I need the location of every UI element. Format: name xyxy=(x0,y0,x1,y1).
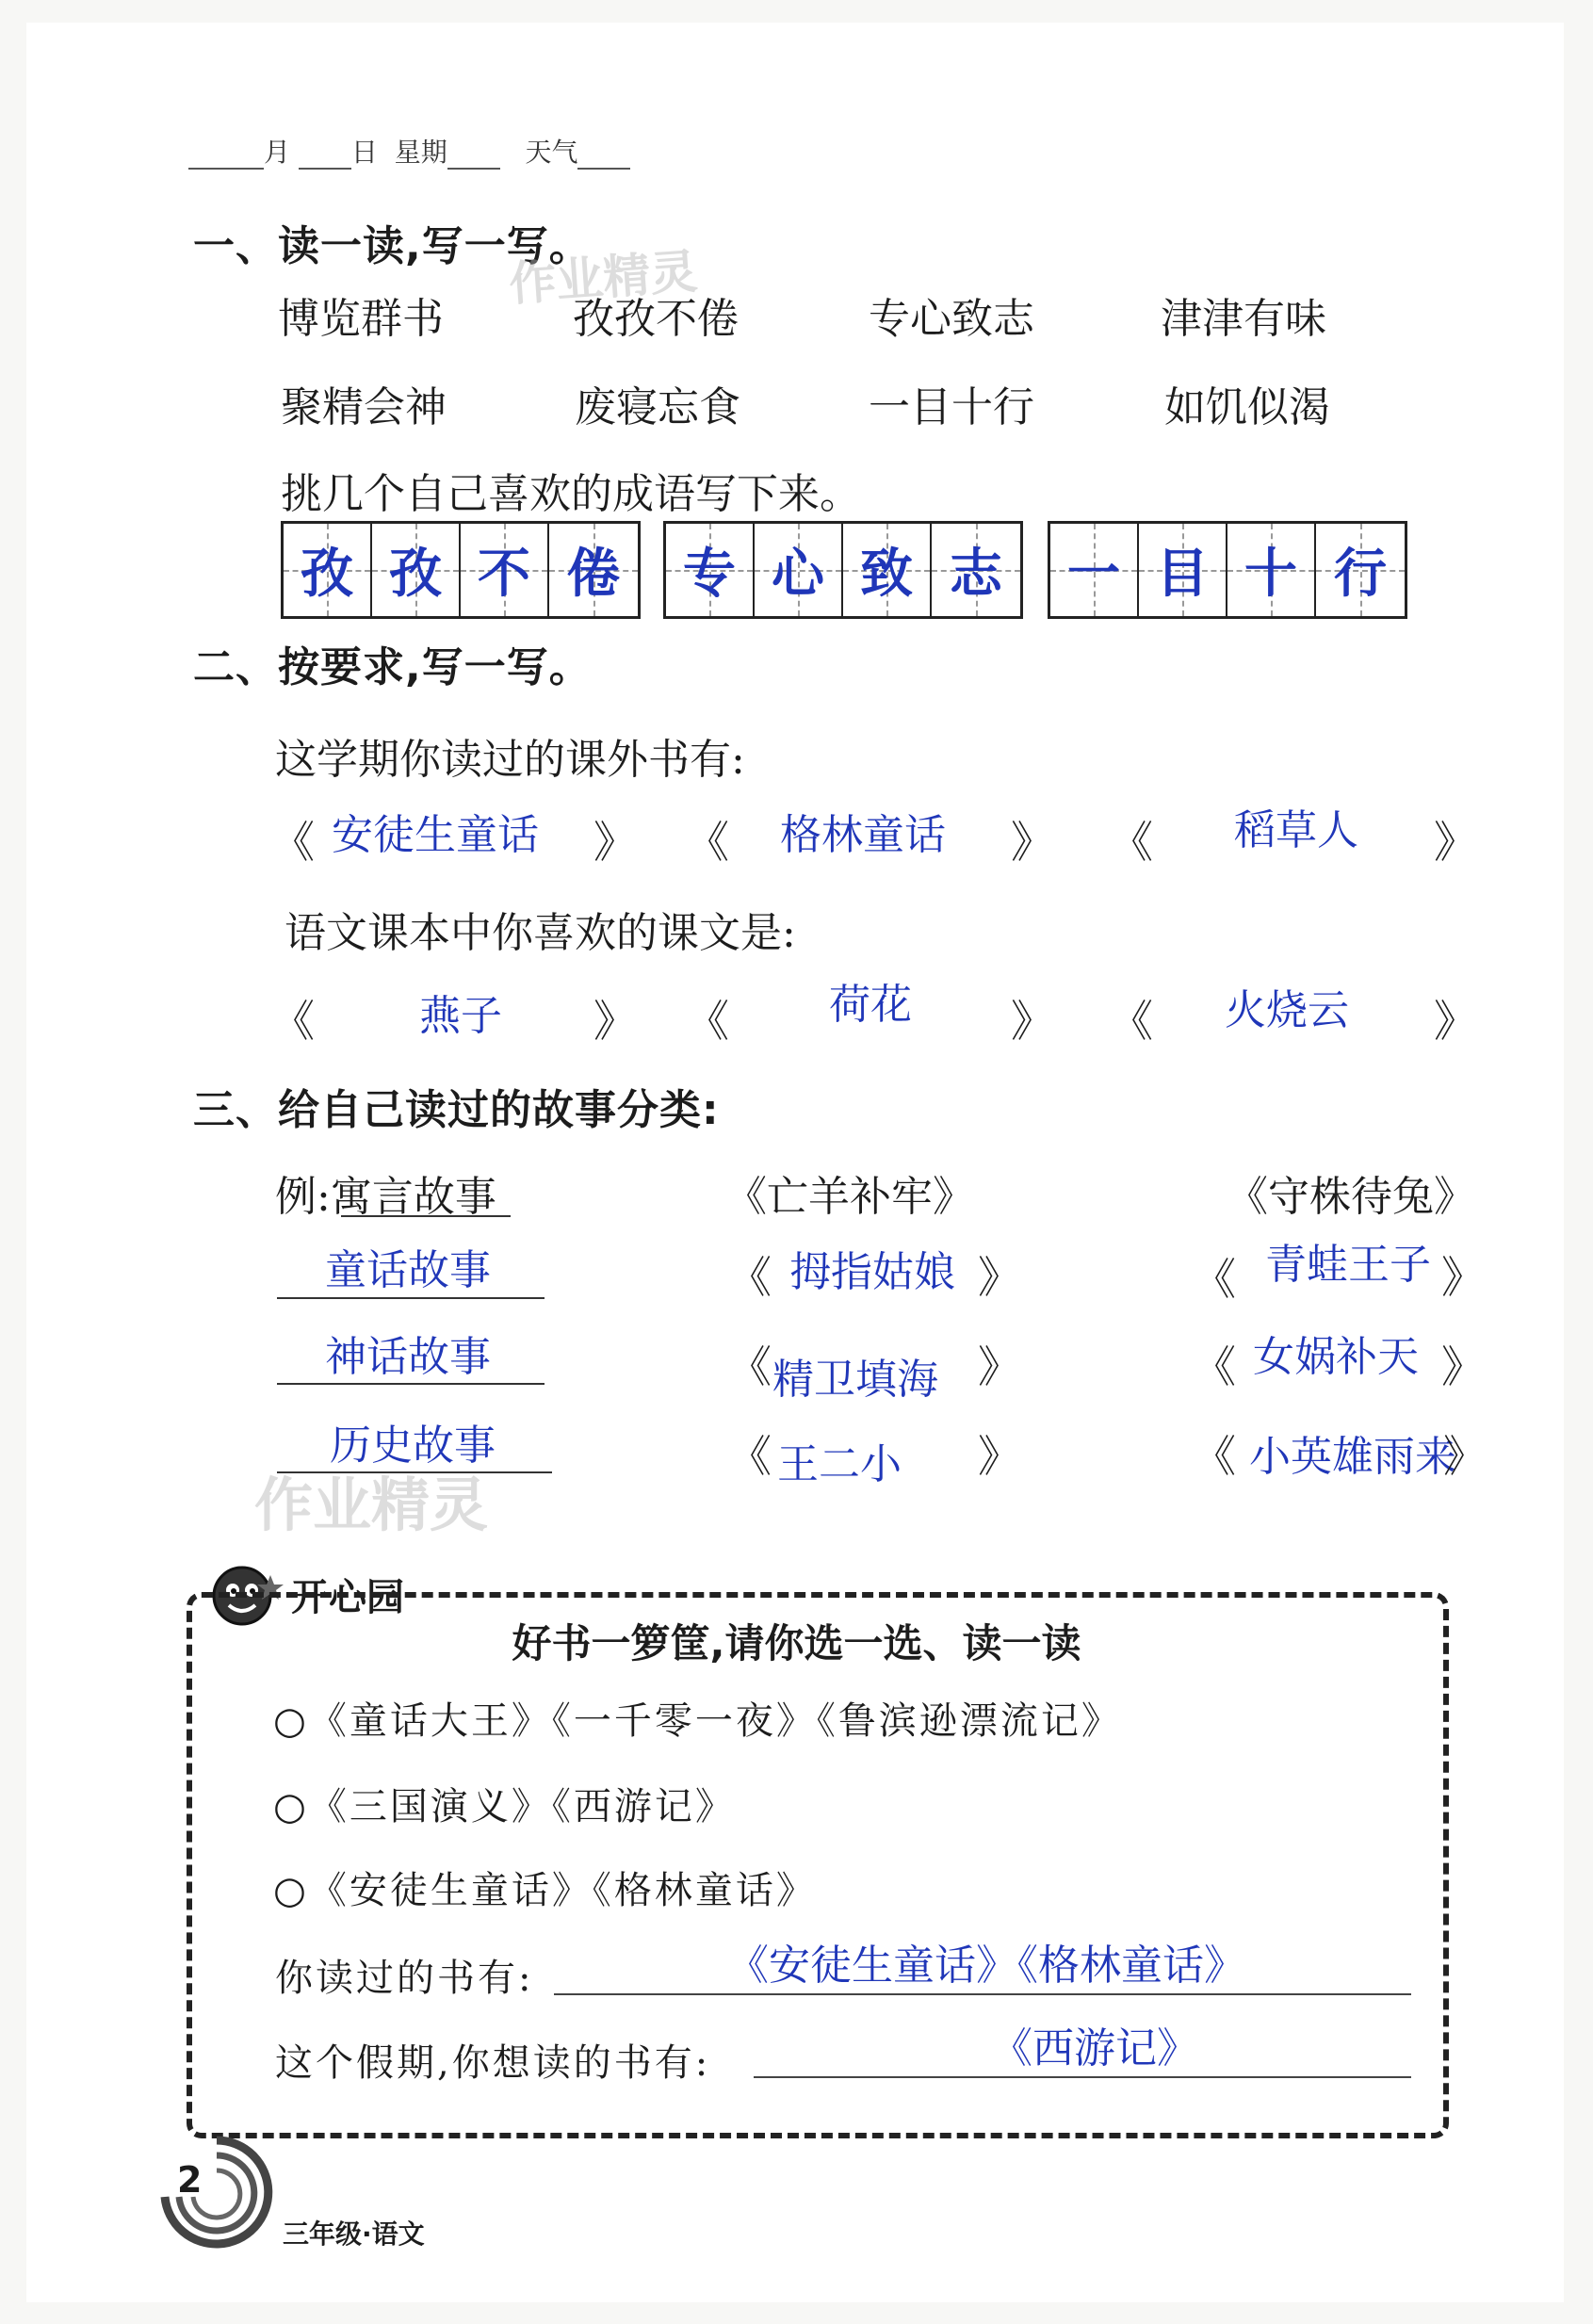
section2-heading: 二、按要求,写一写。 xyxy=(193,643,592,691)
book-answer-1: 安徒生童话 xyxy=(332,811,539,859)
example-title-2: 《守株待兔》 xyxy=(1227,1173,1475,1221)
example-underline xyxy=(341,1215,511,1217)
left-bracket: 《 xyxy=(1110,996,1153,1047)
idiom-5: 聚精会神 xyxy=(281,383,447,431)
left-bracket: 《 xyxy=(271,817,315,868)
story-answer-1a: 拇指姑娘 xyxy=(789,1248,955,1296)
text-answer-3: 火烧云 xyxy=(1225,986,1349,1034)
left-bracket: 《 xyxy=(728,1431,772,1482)
example-label: 例:寓言故事 xyxy=(275,1173,496,1221)
texts-prompt: 语文课本中你喜欢的课文是: xyxy=(284,909,796,957)
page-number-badge xyxy=(151,2131,273,2253)
book-answer-3: 稻草人 xyxy=(1234,806,1358,854)
books-prompt: 这学期你读过的课外书有: xyxy=(275,736,745,784)
story-answer-2b: 女娲补天 xyxy=(1253,1333,1419,1381)
weekday-label: 星期 xyxy=(394,137,447,168)
answer-line xyxy=(754,2076,1411,2078)
right-bracket: 》 xyxy=(978,1431,1021,1482)
right-bracket: 》 xyxy=(1434,817,1477,868)
grid-cell: 孜 xyxy=(372,524,461,616)
right-bracket: 》 xyxy=(1441,1252,1485,1303)
watermark-text: 作业精灵 xyxy=(254,1471,489,1539)
grid-cell: 行 xyxy=(1316,524,1405,616)
left-bracket: 《 xyxy=(686,817,729,868)
book-option-1: ○《童话大王》《一千零一夜》《鲁滨逊漂流记》 xyxy=(273,1699,1122,1743)
idiom-6: 废寝忘食 xyxy=(575,383,740,431)
grid-cell: 专 xyxy=(666,524,755,616)
day-label: 日 xyxy=(350,137,378,168)
story-answer-3b: 小英雄雨来 xyxy=(1249,1433,1456,1481)
book-option-2: ○《三国演义》《西游记》 xyxy=(273,1785,736,1828)
happy-corner-title: 好书一箩筐,请你选一选、读一读 xyxy=(512,1620,1081,1666)
left-bracket: 《 xyxy=(728,1252,772,1303)
weather-label: 天气 xyxy=(525,137,578,168)
right-bracket: 》 xyxy=(1441,1341,1485,1392)
left-bracket: 《 xyxy=(271,996,315,1047)
answer-grid-2 xyxy=(663,521,1023,619)
category-answer-1: 童话故事 xyxy=(325,1246,491,1294)
grid-cell: 致 xyxy=(843,524,932,616)
story-answer-1b: 青蛙王子 xyxy=(1265,1241,1431,1289)
idiom-4: 津津有味 xyxy=(1161,295,1326,343)
left-bracket: 《 xyxy=(1110,817,1153,868)
holiday-books-answer: 《西游记》 xyxy=(991,2024,1198,2072)
grid-cell: 志 xyxy=(932,524,1020,616)
happy-corner-label: 开心园 xyxy=(291,1574,404,1619)
answer-line xyxy=(554,1993,1411,1995)
grid-cell: 十 xyxy=(1227,524,1316,616)
left-bracket: 《 xyxy=(1193,1431,1236,1482)
grid-cell: 心 xyxy=(755,524,843,616)
story-answer-3a: 王二小 xyxy=(777,1440,902,1488)
right-bracket: 》 xyxy=(1011,817,1054,868)
left-bracket: 《 xyxy=(1193,1341,1236,1392)
category-answer-2: 神话故事 xyxy=(325,1333,491,1381)
text-answer-2: 荷花 xyxy=(829,981,912,1029)
month-label: 月 xyxy=(264,137,291,168)
grid-cell: 目 xyxy=(1139,524,1227,616)
right-bracket: 》 xyxy=(978,1341,1021,1392)
text-answer-1: 燕子 xyxy=(419,992,502,1040)
idiom-1: 博览群书 xyxy=(278,295,444,343)
section1-instruction: 挑几个自己喜欢的成语写下来。 xyxy=(281,470,861,518)
right-bracket: 》 xyxy=(1434,996,1477,1047)
answer-grid-3 xyxy=(1048,521,1407,619)
category-underline xyxy=(277,1383,545,1385)
right-bracket: 》 xyxy=(978,1252,1021,1303)
example-title-1: 《亡羊补牢》 xyxy=(725,1173,974,1221)
subject-label: 三年级·语文 xyxy=(283,2218,425,2250)
left-bracket: 《 xyxy=(1193,1254,1236,1305)
right-bracket: 》 xyxy=(593,817,637,868)
idiom-2: 孜孜不倦 xyxy=(573,295,739,343)
read-books-answer: 《安徒生童话》《格林童话》 xyxy=(727,1942,1245,1990)
category-underline xyxy=(277,1297,545,1299)
page-number: 2 xyxy=(177,2159,203,2201)
idiom-3: 专心致志 xyxy=(869,295,1034,343)
right-bracket: 》 xyxy=(1011,996,1054,1047)
answer-grid-1 xyxy=(281,521,641,619)
right-bracket: 》 xyxy=(593,996,637,1047)
grid-cell: 不 xyxy=(461,524,549,616)
date-row xyxy=(188,132,630,170)
grid-cell: 倦 xyxy=(549,524,638,616)
book-answer-2: 格林童话 xyxy=(780,811,946,859)
section1-heading: 一、读一读,写一写。 xyxy=(193,222,592,270)
book-option-3: ○《安徒生童话》《格林童话》 xyxy=(273,1869,817,1912)
left-bracket: 《 xyxy=(728,1341,772,1392)
category-answer-3: 历史故事 xyxy=(330,1422,496,1470)
watermark-text: 作业精灵 xyxy=(507,244,700,312)
grid-cell: 孜 xyxy=(284,524,372,616)
read-books-question: 你读过的书有: xyxy=(275,1957,534,2000)
right-bracket: 》 xyxy=(1443,1431,1487,1482)
idiom-8: 如饥似渴 xyxy=(1164,383,1330,431)
grid-cell: 一 xyxy=(1050,524,1139,616)
swirl-decoration-icon xyxy=(151,2131,273,2253)
left-bracket: 《 xyxy=(686,996,729,1047)
section3-heading: 三、给自己读过的故事分类: xyxy=(193,1086,720,1134)
holiday-books-question: 这个假期,你想读的书有: xyxy=(275,2041,711,2085)
story-answer-2a: 精卫填海 xyxy=(772,1356,938,1404)
idiom-7: 一目十行 xyxy=(869,383,1034,431)
